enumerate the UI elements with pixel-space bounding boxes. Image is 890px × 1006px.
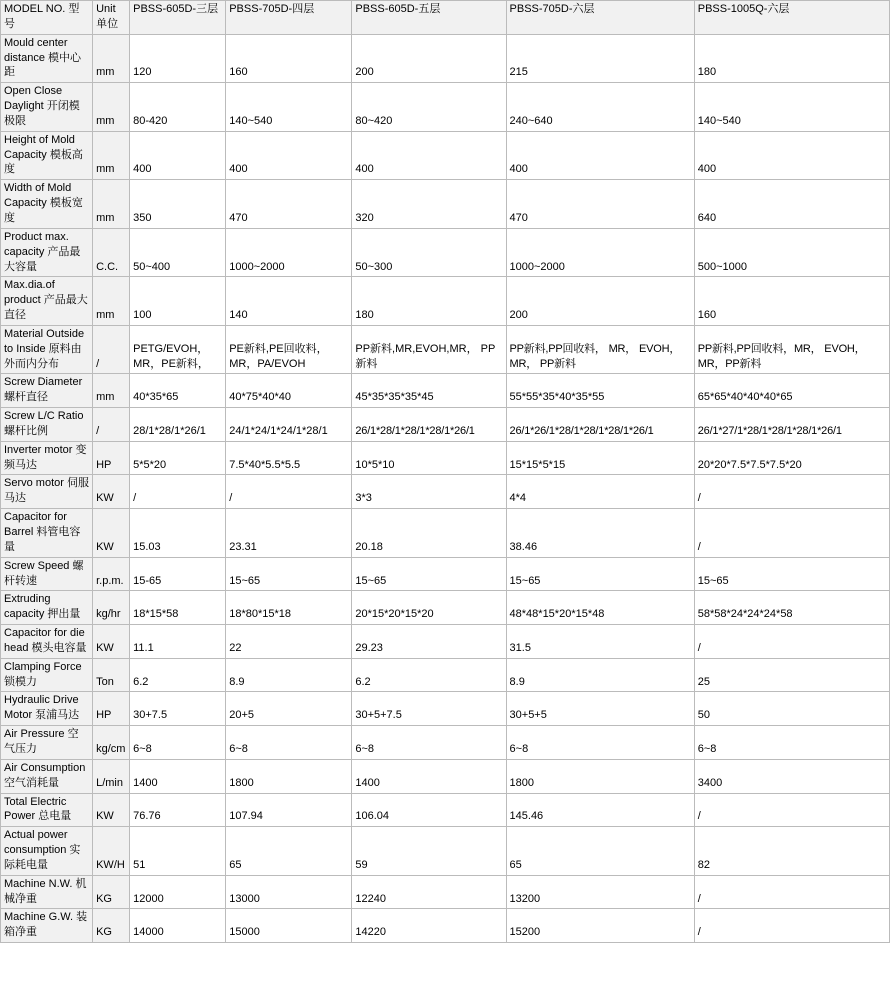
- row-label: Hydraulic Drive Motor 泵浦马达: [1, 692, 93, 726]
- row-label: Servo motor 伺服马达: [1, 475, 93, 509]
- row-value: 20.18: [352, 509, 506, 558]
- row-value: 30+7.5: [130, 692, 226, 726]
- row-value: 6~8: [694, 726, 889, 760]
- table-row: [1, 557, 890, 591]
- row-value: 6~8: [130, 726, 226, 760]
- row-value: 120: [130, 34, 226, 83]
- table-row: [1, 759, 890, 793]
- table-row: [1, 692, 890, 726]
- row-value: 400: [352, 131, 506, 180]
- row-value: 50: [694, 692, 889, 726]
- row-value: 65: [226, 827, 352, 876]
- row-value: 14220: [352, 909, 506, 943]
- row-value: 31.5: [506, 625, 694, 659]
- table-row: [1, 509, 890, 558]
- row-value: 26/1*27/1*28/1*28/1*28/1*26/1: [694, 408, 889, 442]
- row-value: 18*15*58: [130, 591, 226, 625]
- row-label: Capacitor for Barrel 料管电容量: [1, 509, 93, 558]
- row-value: 6~8: [506, 726, 694, 760]
- table-row: [1, 441, 890, 475]
- row-value: 24/1*24/1*24/1*28/1: [226, 408, 352, 442]
- row-value: /: [694, 909, 889, 943]
- row-label: Max.dia.of product 产品最大直径: [1, 277, 93, 326]
- row-value: 28/1*28/1*26/1: [130, 408, 226, 442]
- row-value: 14000: [130, 909, 226, 943]
- row-value: 65: [506, 827, 694, 876]
- row-value: 20+5: [226, 692, 352, 726]
- row-unit: mm: [93, 131, 130, 180]
- row-value: PP新料,PP回收料， MR， EVOH， MR， PP新料: [506, 325, 694, 374]
- row-unit: KG: [93, 909, 130, 943]
- row-label: Air Consumption 空气消耗量: [1, 759, 93, 793]
- row-value: 7.5*40*5.5*5.5: [226, 441, 352, 475]
- row-label: Mould center distance 模中心距: [1, 34, 93, 83]
- table-row: [1, 180, 890, 229]
- row-value: 180: [694, 34, 889, 83]
- row-value: 18*80*15*18: [226, 591, 352, 625]
- row-value: 65*65*40*40*40*65: [694, 374, 889, 408]
- row-label: Actual power consumption 实际耗电量: [1, 827, 93, 876]
- row-value: /: [694, 509, 889, 558]
- row-value: 200: [352, 34, 506, 83]
- row-value: 500~1000: [694, 228, 889, 277]
- row-value: 160: [694, 277, 889, 326]
- row-value: /: [694, 625, 889, 659]
- row-value: 15.03: [130, 509, 226, 558]
- row-label: Screw Diameter 螺杆直径: [1, 374, 93, 408]
- header-model-label: MODEL NO. 型号: [1, 1, 93, 35]
- table-row: [1, 408, 890, 442]
- row-value: 25: [694, 658, 889, 692]
- row-value: 5*5*20: [130, 441, 226, 475]
- row-label: Product max. capacity 产品最大容量: [1, 228, 93, 277]
- row-unit: KW: [93, 625, 130, 659]
- row-value: 215: [506, 34, 694, 83]
- row-value: 50~300: [352, 228, 506, 277]
- row-value: 38.46: [506, 509, 694, 558]
- table-row: [1, 827, 890, 876]
- row-value: 1800: [506, 759, 694, 793]
- row-value: 15-65: [130, 557, 226, 591]
- row-value: 1400: [130, 759, 226, 793]
- row-unit: /: [93, 325, 130, 374]
- row-value: 1000~2000: [506, 228, 694, 277]
- row-value: 8.9: [506, 658, 694, 692]
- row-value: 320: [352, 180, 506, 229]
- row-value: 22: [226, 625, 352, 659]
- row-unit: HP: [93, 692, 130, 726]
- header-unit-label: Unit单位: [93, 1, 130, 35]
- table-row: [1, 909, 890, 943]
- table-row: [1, 228, 890, 277]
- row-value: 12000: [130, 875, 226, 909]
- table-row: [1, 875, 890, 909]
- row-value: 15200: [506, 909, 694, 943]
- table-row: [1, 34, 890, 83]
- table-row: [1, 374, 890, 408]
- row-unit: KG: [93, 875, 130, 909]
- row-value: 13200: [506, 875, 694, 909]
- row-value: 8.9: [226, 658, 352, 692]
- row-value: 400: [130, 131, 226, 180]
- row-value: 4*4: [506, 475, 694, 509]
- row-value: 240~640: [506, 83, 694, 132]
- row-value: 20*15*20*15*20: [352, 591, 506, 625]
- row-value: 82: [694, 827, 889, 876]
- row-value: 160: [226, 34, 352, 83]
- row-label: Material Outside to Inside 原料由外而内分布: [1, 325, 93, 374]
- row-value: /: [694, 475, 889, 509]
- row-value: 400: [506, 131, 694, 180]
- row-value: 145.46: [506, 793, 694, 827]
- row-value: 400: [694, 131, 889, 180]
- row-unit: mm: [93, 34, 130, 83]
- row-unit: mm: [93, 83, 130, 132]
- row-value: 640: [694, 180, 889, 229]
- row-value: 350: [130, 180, 226, 229]
- row-unit: KW/H: [93, 827, 130, 876]
- table-header-row: [1, 1, 890, 35]
- table-row: [1, 475, 890, 509]
- row-value: /: [694, 875, 889, 909]
- row-label: Machine N.W. 机械净重: [1, 875, 93, 909]
- row-value: 180: [352, 277, 506, 326]
- row-unit: KW: [93, 509, 130, 558]
- row-value: 3*3: [352, 475, 506, 509]
- row-value: 15~65: [506, 557, 694, 591]
- row-value: 76.76: [130, 793, 226, 827]
- table-row: [1, 277, 890, 326]
- row-value: 470: [506, 180, 694, 229]
- row-label: Air Pressure 空气压力: [1, 726, 93, 760]
- table-row: [1, 131, 890, 180]
- row-value: 23.31: [226, 509, 352, 558]
- row-value: 3400: [694, 759, 889, 793]
- row-unit: kg/cm: [93, 726, 130, 760]
- row-value: 1400: [352, 759, 506, 793]
- row-label: Screw L/C Ratio 螺杆比例: [1, 408, 93, 442]
- row-value: 30+5+7.5: [352, 692, 506, 726]
- row-value: 6.2: [352, 658, 506, 692]
- row-value: 80-420: [130, 83, 226, 132]
- row-value: 29.23: [352, 625, 506, 659]
- table-row: [1, 591, 890, 625]
- row-label: Width of Mold Capacity 模板宽度: [1, 180, 93, 229]
- row-value: 11.1: [130, 625, 226, 659]
- row-value: 15~65: [694, 557, 889, 591]
- row-label: Machine G.W. 装箱净重: [1, 909, 93, 943]
- row-value: /: [694, 793, 889, 827]
- row-unit: KW: [93, 475, 130, 509]
- row-value: 107.94: [226, 793, 352, 827]
- row-value: 58*58*24*24*24*58: [694, 591, 889, 625]
- row-value: 15~65: [226, 557, 352, 591]
- row-value: 106.04: [352, 793, 506, 827]
- row-unit: HP: [93, 441, 130, 475]
- row-value: 26/1*28/1*28/1*28/1*26/1: [352, 408, 506, 442]
- table-row: [1, 325, 890, 374]
- row-value: PP新料,MR,EVOH,MR， PP新料: [352, 325, 506, 374]
- row-label: Clamping Force 锁模力: [1, 658, 93, 692]
- row-value: 45*35*35*35*45: [352, 374, 506, 408]
- row-value: 100: [130, 277, 226, 326]
- row-label: Open Close Daylight 开闭模极限: [1, 83, 93, 132]
- row-unit: /: [93, 408, 130, 442]
- header-model-2: PBSS-705D-四层: [226, 1, 352, 35]
- row-value: 200: [506, 277, 694, 326]
- row-value: 15*15*5*15: [506, 441, 694, 475]
- row-label: Height of Mold Capacity 模板高度: [1, 131, 93, 180]
- table-row: [1, 726, 890, 760]
- row-unit: kg/hr: [93, 591, 130, 625]
- header-model-1: PBSS-605D-三层: [130, 1, 226, 35]
- row-label: Screw Speed 螺杆转速: [1, 557, 93, 591]
- row-value: 51: [130, 827, 226, 876]
- row-value: 80~420: [352, 83, 506, 132]
- row-unit: mm: [93, 374, 130, 408]
- table-row: [1, 793, 890, 827]
- header-model-4: PBSS-705D-六层: [506, 1, 694, 35]
- row-value: 59: [352, 827, 506, 876]
- row-value: 40*75*40*40: [226, 374, 352, 408]
- row-value: 30+5+5: [506, 692, 694, 726]
- row-value: PE新料,PE回收料，MR，PA/EVOH: [226, 325, 352, 374]
- table-row: [1, 658, 890, 692]
- header-model-5: PBSS-1005Q-六层: [694, 1, 889, 35]
- table-row: [1, 625, 890, 659]
- row-unit: C.C.: [93, 228, 130, 277]
- row-value: 140~540: [694, 83, 889, 132]
- row-value: 12240: [352, 875, 506, 909]
- row-value: 6~8: [352, 726, 506, 760]
- row-value: 6.2: [130, 658, 226, 692]
- row-label: Total Electric Power 总电量: [1, 793, 93, 827]
- row-value: 13000: [226, 875, 352, 909]
- row-value: 50~400: [130, 228, 226, 277]
- row-unit: L/min: [93, 759, 130, 793]
- row-value: 15000: [226, 909, 352, 943]
- row-value: PP新料,PP回收料，MR， EVOH，MR，PP新料: [694, 325, 889, 374]
- row-value: 40*35*65: [130, 374, 226, 408]
- row-value: /: [130, 475, 226, 509]
- row-value: 10*5*10: [352, 441, 506, 475]
- row-value: 55*55*35*40*35*55: [506, 374, 694, 408]
- row-value: 1800: [226, 759, 352, 793]
- row-value: 400: [226, 131, 352, 180]
- row-unit: mm: [93, 180, 130, 229]
- row-value: 26/1*26/1*28/1*28/1*28/1*26/1: [506, 408, 694, 442]
- row-value: PETG/EVOH，MR，PE新料，: [130, 325, 226, 374]
- row-label: Inverter motor 变频马达: [1, 441, 93, 475]
- table-row: [1, 83, 890, 132]
- row-label: Capacitor for die head 模头电容量: [1, 625, 93, 659]
- row-unit: KW: [93, 793, 130, 827]
- row-value: 140~540: [226, 83, 352, 132]
- row-label: Extruding capacity 押出量: [1, 591, 93, 625]
- row-unit: mm: [93, 277, 130, 326]
- row-value: 140: [226, 277, 352, 326]
- header-model-3: PBSS-605D-五层: [352, 1, 506, 35]
- row-value: 20*20*7.5*7.5*7.5*20: [694, 441, 889, 475]
- row-value: 1000~2000: [226, 228, 352, 277]
- row-value: 470: [226, 180, 352, 229]
- row-unit: r.p.m.: [93, 557, 130, 591]
- row-value: 48*48*15*20*15*48: [506, 591, 694, 625]
- row-unit: Ton: [93, 658, 130, 692]
- row-value: 6~8: [226, 726, 352, 760]
- row-value: /: [226, 475, 352, 509]
- row-value: 15~65: [352, 557, 506, 591]
